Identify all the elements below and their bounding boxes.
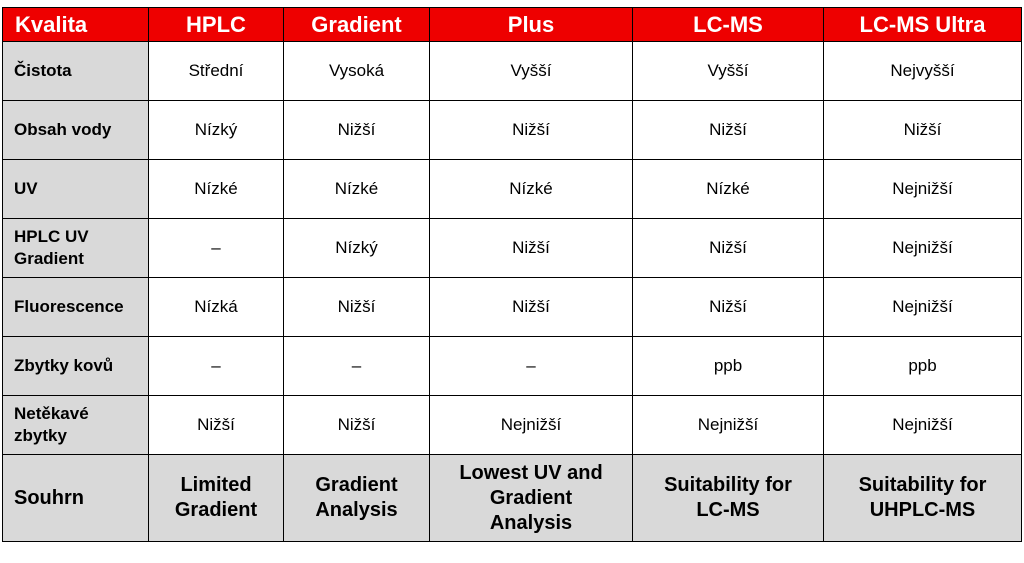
table-cell: Nižší <box>430 278 633 337</box>
table-row <box>3 219 1022 278</box>
table-cell: Nejvyšší <box>824 42 1022 101</box>
table-cell: Nejnižší <box>430 396 633 455</box>
header-row <box>3 8 1022 42</box>
table-cell: ppb <box>633 337 824 396</box>
table-cell: Nejnižší <box>824 160 1022 219</box>
table-cell: Nízké <box>633 160 824 219</box>
table-row <box>3 160 1022 219</box>
table-cell: Nižší <box>430 219 633 278</box>
table-cell: Nízký <box>284 219 430 278</box>
table-cell: ppb <box>824 337 1022 396</box>
table-cell: Nižší <box>284 396 430 455</box>
row-label: Čistota <box>3 42 149 101</box>
table-cell: Vyšší <box>430 42 633 101</box>
table-cell: Nízká <box>149 278 284 337</box>
table-row <box>3 101 1022 160</box>
header-cell-lcms-ultra: LC-MS Ultra <box>824 8 1022 42</box>
table-cell: Nejnižší <box>824 278 1022 337</box>
quality-comparison-table <box>2 7 1022 542</box>
summary-cell: Gradient Analysis <box>284 455 430 542</box>
table-cell: – <box>149 219 284 278</box>
table-cell: Nejnižší <box>824 396 1022 455</box>
header-cell-plus: Plus <box>430 8 633 42</box>
summary-cell: Suitability for UHPLC-MS <box>824 455 1022 542</box>
table-cell: Nízké <box>430 160 633 219</box>
table-cell: Nižší <box>149 396 284 455</box>
table-cell: Nejnižší <box>824 219 1022 278</box>
row-label: Netěkavé zbytky <box>3 396 149 455</box>
header-cell-quality: Kvalita <box>3 8 149 42</box>
table-cell: Nižší <box>633 278 824 337</box>
table-cell: Nižší <box>824 101 1022 160</box>
table-row <box>3 42 1022 101</box>
summary-label: Souhrn <box>3 455 149 542</box>
summary-cell: Suitability for LC-MS <box>633 455 824 542</box>
table-row <box>3 278 1022 337</box>
table-cell: – <box>149 337 284 396</box>
table-cell: Nejnižší <box>633 396 824 455</box>
summary-cell: Limited Gradient <box>149 455 284 542</box>
table-cell: Nízké <box>149 160 284 219</box>
table-cell: Nižší <box>430 101 633 160</box>
header-cell-gradient: Gradient <box>284 8 430 42</box>
table-cell: Nízký <box>149 101 284 160</box>
table-cell: – <box>430 337 633 396</box>
row-label: UV <box>3 160 149 219</box>
summary-row <box>3 455 1022 542</box>
table-cell: Nižší <box>284 278 430 337</box>
summary-cell: Lowest UV and Gradient Analysis <box>430 455 633 542</box>
table-row <box>3 396 1022 455</box>
header-cell-hplc: HPLC <box>149 8 284 42</box>
table-row <box>3 337 1022 396</box>
table-cell: Vyšší <box>633 42 824 101</box>
table-cell: Vysoká <box>284 42 430 101</box>
table-cell: Nižší <box>284 101 430 160</box>
table-cell: Nižší <box>633 101 824 160</box>
table-cell: Nižší <box>633 219 824 278</box>
table-cell: Střední <box>149 42 284 101</box>
table-cell: Nízké <box>284 160 430 219</box>
row-label: HPLC UV Gradient <box>3 219 149 278</box>
row-label: Zbytky kovů <box>3 337 149 396</box>
header-cell-lcms: LC-MS <box>633 8 824 42</box>
row-label: Obsah vody <box>3 101 149 160</box>
row-label: Fluorescence <box>3 278 149 337</box>
table-cell: – <box>284 337 430 396</box>
